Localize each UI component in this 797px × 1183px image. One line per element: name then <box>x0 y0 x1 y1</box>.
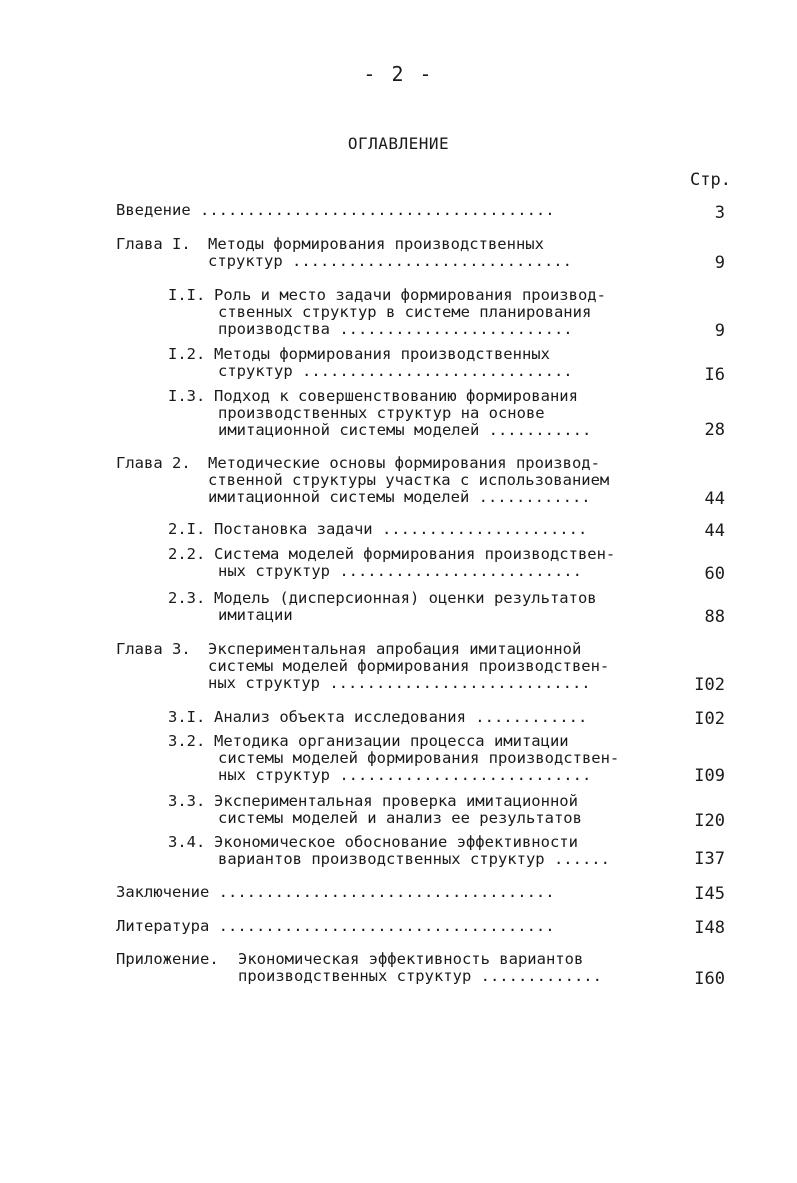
toc-entry-chapter-1 <box>116 236 572 270</box>
toc-entry-title: Методика организации процесса имитации <box>214 732 569 750</box>
chapter-label: Глава 3. <box>116 640 191 658</box>
toc-entry-title: Модель (дисперсионная) оценки результатов <box>214 589 597 607</box>
toc-page-number: I20 <box>694 811 725 831</box>
toc-entry-title: Экономическое обоснование эффективности <box>214 833 578 851</box>
toc-heading: ОГЛАВЛЕНИЕ <box>347 134 450 153</box>
toc-entry-title: Методы формирования производственных <box>208 235 544 253</box>
toc-entry-title: Анализ объекта исследования ............ <box>214 708 588 726</box>
toc-page-number: I45 <box>694 884 725 904</box>
section-number: 3.2. <box>168 732 206 750</box>
toc-entry-title-cont: ных структур .......................... <box>218 562 582 580</box>
toc-entry-title-cont: структур ............................. <box>218 362 573 380</box>
toc-entry-title: Методы формирования производственных <box>214 345 550 363</box>
toc-entry-title-cont: ных структур ............................ <box>208 674 591 692</box>
toc-entry-section-3-4 <box>168 834 610 868</box>
toc-entry-title-cont: вариантов производственных структур ...... <box>218 850 610 868</box>
toc-entry-title-cont: производства ......................... <box>218 320 573 338</box>
toc-entry-section-2-2 <box>168 546 615 580</box>
toc-page-number: 3 <box>714 203 725 223</box>
toc-entry-title: Постановка задачи ...................... <box>214 520 588 538</box>
toc-page-number: I60 <box>694 969 725 989</box>
toc-entry-conclusion <box>116 884 555 901</box>
toc-entry-section-2-1 <box>168 521 587 538</box>
section-number: I.2. <box>168 345 206 363</box>
toc-page-number: 60 <box>704 564 725 584</box>
toc-page-number: 9 <box>714 253 725 273</box>
toc-entry-title: Введение ...................................... <box>116 201 555 219</box>
toc-page-number: 44 <box>704 489 725 509</box>
section-number: 2.2. <box>168 545 206 563</box>
toc-entry-title: Система моделей формирования производствен- <box>214 545 616 563</box>
toc-entry-title: Экономическая эффективность вариантов <box>238 950 584 968</box>
section-number: 3.I. <box>168 708 206 726</box>
toc-entry-section-3-2 <box>168 733 619 784</box>
toc-page-number: I02 <box>694 709 725 729</box>
chapter-label: Глава I. <box>116 235 191 253</box>
toc-entry-title: Заключение .................................... <box>116 883 555 901</box>
toc-page-number: 44 <box>704 521 725 541</box>
toc-entry-title-cont: имитационной системы моделей ........... <box>218 421 592 439</box>
toc-entry-title-cont: ственной структуры участка с использованием <box>208 471 610 489</box>
toc-entry-section-3-3 <box>168 793 582 827</box>
toc-page-number: 28 <box>704 420 725 440</box>
toc-page-number: I37 <box>694 849 725 869</box>
toc-entry-title: Экспериментальная проверка имитационной <box>214 792 578 810</box>
toc-entry-chapter-3 <box>116 641 609 692</box>
toc-page-number: 9 <box>714 321 725 341</box>
toc-entry-title: Роль и место задачи формирования производ- <box>214 286 606 304</box>
section-number: 2.I. <box>168 520 206 538</box>
toc-entry-section-2-3 <box>168 590 597 624</box>
toc-entry-title-cont: ственных структур в системе планирования <box>218 303 592 321</box>
toc-entry-title: Подход к совершенствованию формирования <box>214 387 578 405</box>
toc-entry-references <box>116 918 555 935</box>
section-number: I.I. <box>168 286 206 304</box>
toc-entry-title-cont: производственных структур на основе <box>218 404 545 422</box>
chapter-label: Глава 2. <box>116 454 191 472</box>
toc-page-number: I02 <box>694 675 725 695</box>
toc-entry-section-1-2 <box>168 346 573 380</box>
toc-entry-title-cont: системы моделей и анализ ее результатов <box>218 809 582 827</box>
toc-entry-appendix <box>116 951 602 985</box>
toc-entry-title-cont: системы моделей формирования производствен- <box>218 749 620 767</box>
toc-page-number: I48 <box>694 918 725 938</box>
toc-entry-title-cont: ных структур ........................... <box>218 766 592 784</box>
section-number: I.3. <box>168 387 206 405</box>
toc-page-number: I09 <box>694 766 725 786</box>
toc-entry-chapter-2 <box>116 455 609 506</box>
toc-entry-section-1-1 <box>168 287 606 338</box>
page-number: - 2 - <box>363 62 434 86</box>
section-number: 3.3. <box>168 792 206 810</box>
toc-entry-title-cont: структур .............................. <box>208 252 572 270</box>
toc-entry-section-1-3 <box>168 388 591 439</box>
toc-entry-introduction <box>116 202 555 219</box>
appendix-label: Приложение. <box>116 950 219 968</box>
section-number: 2.3. <box>168 589 206 607</box>
toc-page-number: 88 <box>704 607 725 627</box>
section-number: 3.4. <box>168 833 206 851</box>
page-column-label: Стр. <box>690 170 731 190</box>
toc-entry-title-cont: имитационной системы моделей ............ <box>208 488 591 506</box>
toc-entry-title-cont: системы моделей формирования производствен- <box>208 657 610 675</box>
toc-entry-title: Литература .................................... <box>116 917 555 935</box>
toc-page-number: I6 <box>704 365 725 385</box>
toc-entry-title-cont: производственных структур ............. <box>238 967 602 985</box>
toc-entry-title: Экспериментальная апробация имитационной <box>208 640 582 658</box>
toc-entry-title-cont: имитации <box>218 606 293 624</box>
toc-entry-section-3-1 <box>168 709 587 726</box>
toc-entry-title: Методические основы формирования производ- <box>208 454 600 472</box>
